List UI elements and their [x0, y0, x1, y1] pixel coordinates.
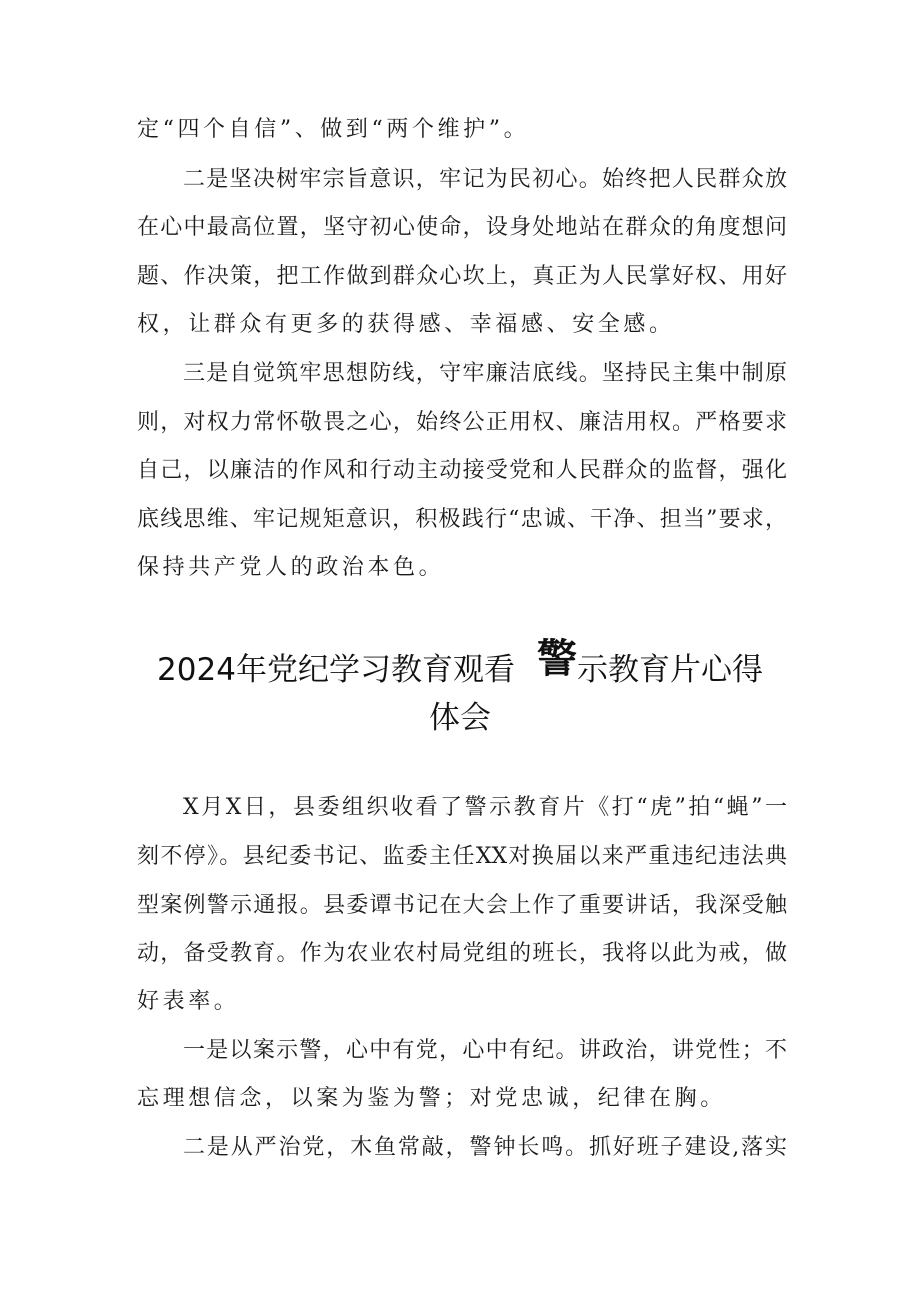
page-title-line2: 体会: [429, 700, 491, 736]
paragraph-line: 二是从严治党，木鱼常敲，警钟长鸣。抓好班子建设,落实: [183, 1135, 787, 1160]
page-title: 2024年党纪学习教育观看 警示教育片心得: [157, 636, 763, 688]
paragraph-line: 型案例警示通报。县委谭书记在大会上作了重要讲话，我深受触: [137, 893, 787, 918]
paragraph-line: 定“四个自信”、做到“两个维护”。: [137, 117, 530, 142]
paragraph-line: 题、作决策，把工作做到群众心坎上，真正为人民掌好权、用好: [137, 264, 787, 289]
paragraph-line: 权，让群众有更多的获得感、幸福感、安全感。: [137, 312, 675, 337]
paragraph-line: 底线思维、牢记规矩意识，积极践行“忠诚、干净、担当”要求，: [137, 507, 787, 532]
paragraph-line: X月X日，县委组织收看了警示教育片《打“虎”拍“蝇”一: [183, 795, 787, 820]
paragraph-line: 一是以案示警，心中有党，心中有纪。讲政治，讲党性；不: [183, 1038, 787, 1063]
paragraph-line: 忘理想信念，以案为鉴为警；对党忠诚，纪律在胸。: [137, 1086, 726, 1111]
paragraph-line: 刻不停》。县纪委书记、监委主任XX对换届以来严重违纪违法典: [137, 844, 787, 869]
paragraph-line: 自己，以廉洁的作风和行动主动接受党和人民群众的监督，强化: [137, 458, 787, 483]
paragraph-line: 保持共产党人的政治本色。: [137, 555, 445, 580]
paragraph-line: 二是坚决树牢宗旨意识，牢记为民初心。始终把人民群众放: [183, 167, 787, 192]
paragraph-line: 动，备受教育。作为农业农村局党组的班长，我将以此为戒，做: [137, 941, 787, 966]
paragraph-line: 在心中最高位置，坚守初心使命，设身处地站在群众的角度想问: [137, 215, 787, 240]
paragraph-line: 好表率。: [137, 989, 240, 1014]
paragraph-line: 则，对权力常怀敬畏之心，始终公正用权、廉洁用权。严格要求: [137, 410, 787, 435]
paragraph-line: 三是自觉筑牢思想防线，守牢廉洁底线。坚持民主集中制原: [183, 361, 787, 386]
